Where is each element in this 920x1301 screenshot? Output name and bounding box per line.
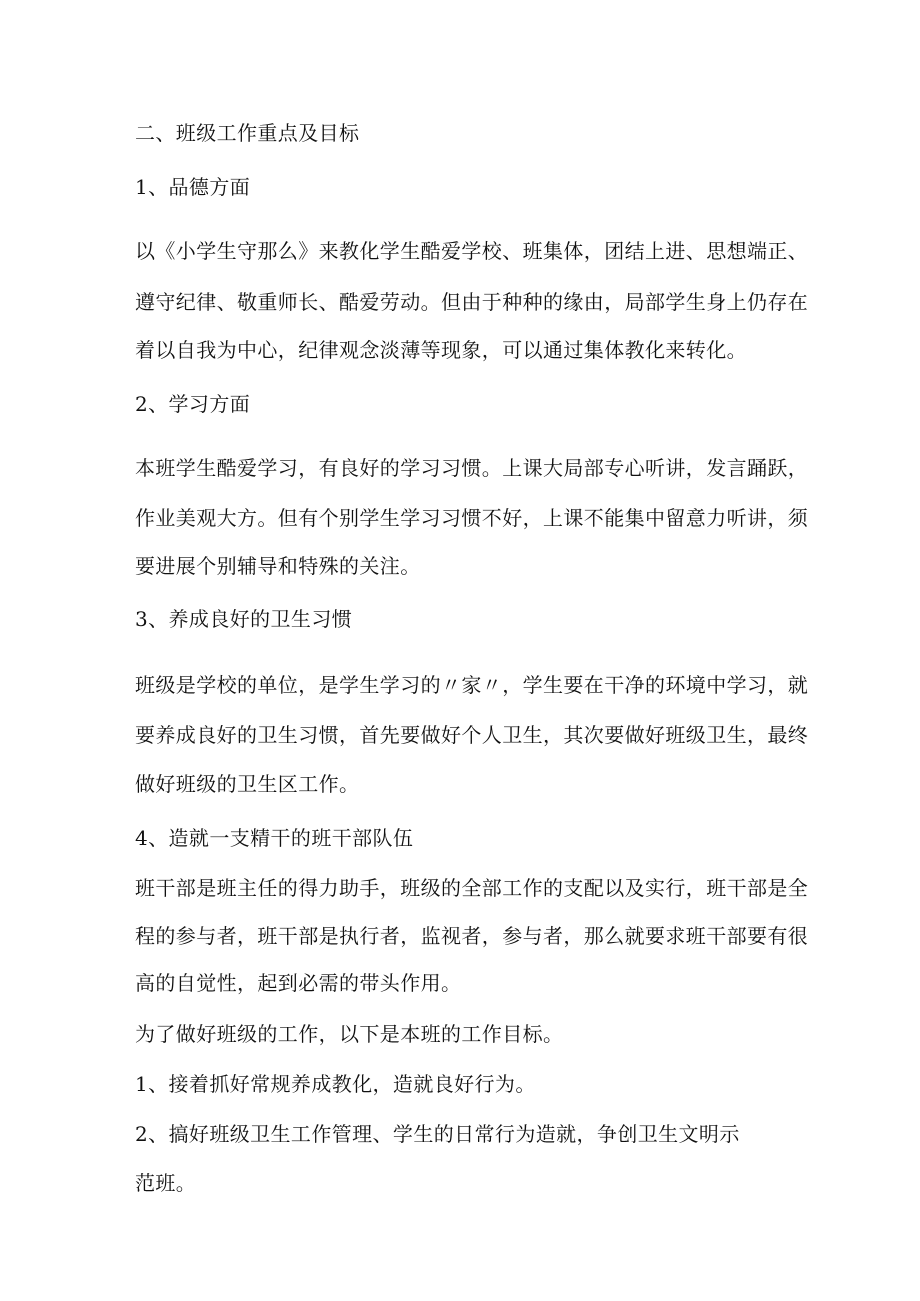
paragraph-line: 高的自觉性，起到必需的带头作用。 [135,971,462,995]
paragraph-line: 程的参与者，班干部是执行者，监视者，参与者，那么就要求班干部要有很 [135,924,809,948]
paragraph-line: 作业美观大方。但有个别学生学习习惯不好，上课不能集中留意力听讲，须 [135,506,809,530]
paragraph-line: 班级是学校的单位，是学生学习的〃家〃，学生要在干净的环境中学习，就 [135,673,809,697]
subheading-character: 1、品德方面 [135,175,251,199]
paragraph-line: 遵守纪律、敬重师长、酷爱劳动。但由于种种的缘由，局部学生身上仍存在 [135,290,809,314]
goal-item-continuation: 范班。 [135,1171,197,1195]
goal-item: 1、接着抓好常规养成教化，造就良好行为。 [135,1072,536,1096]
paragraph-line: 本班学生酷爱学习，有良好的学习习惯。上课大局部专心听讲，发言踊跃， [135,456,809,480]
goal-item: 2、搞好班级卫生工作管理、学生的日常行为造就，争创卫生文明示 [135,1122,740,1146]
paragraph-line: 着以自我为中心，纪律观念淡薄等现象，可以通过集体教化来转化。 [135,338,747,362]
subheading-hygiene: 3、养成良好的卫生习惯 [135,607,353,631]
section-heading: 二、班级工作重点及目标 [135,121,360,145]
paragraph-line: 班干部是班主任的得力助手，班级的全部工作的支配以及实行，班干部是全 [135,876,809,900]
paragraph-line: 要进展个别辅导和特殊的关注。 [135,554,421,578]
paragraph-line: 做好班级的卫生区工作。 [135,772,360,796]
paragraph-line: 为了做好班级的工作，以下是本班的工作目标。 [135,1022,564,1046]
paragraph-line: 要养成良好的卫生习惯，首先要做好个人卫生，其次要做好班级卫生，最终 [135,723,809,747]
subheading-class-cadres: 4、造就一支精干的班干部队伍 [135,826,414,850]
subheading-study: 2、学习方面 [135,392,251,416]
paragraph-line: 以《小学生守那么》来教化学生酷爱学校、班集体，团结上进、思想端正、 [135,239,809,263]
